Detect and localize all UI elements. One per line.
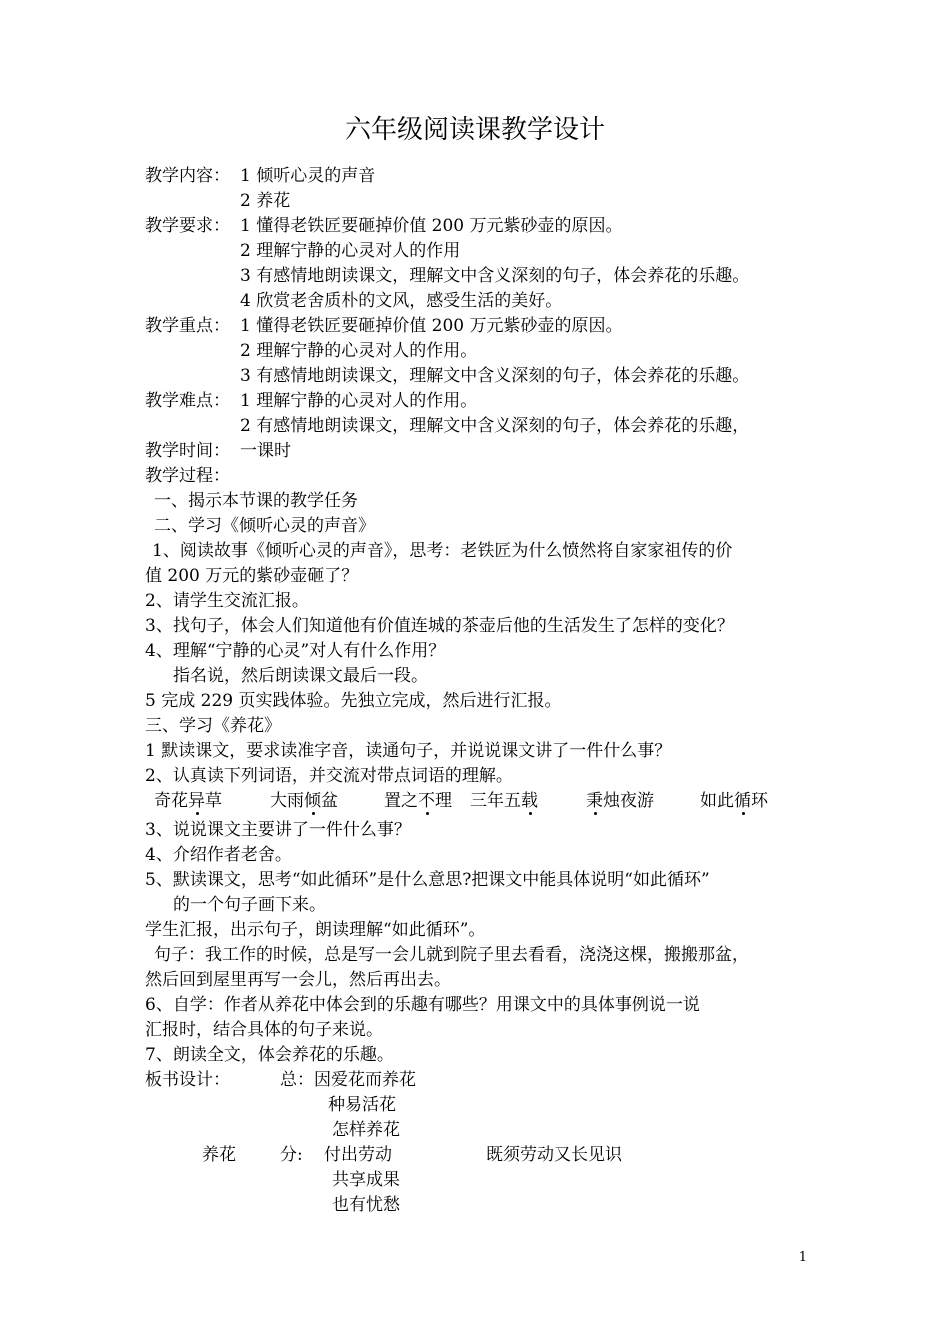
task-2: 2、认真读下列词语，并交流对带点词语的理解。 xyxy=(145,766,513,786)
vocab-word: 奇花异草 xyxy=(154,791,222,811)
key-point-label: 教学重点： xyxy=(145,316,230,336)
step-1-line-2: 值 200 万元的紫砂壶砸了？ xyxy=(145,566,359,586)
task-6-line-2: 汇报时，结合具体的句子来说。 xyxy=(145,1020,383,1040)
key-point-2: 2 理解宁静的心灵对人的作用。 xyxy=(240,341,478,361)
requirement-1: 1 懂得老铁匠要砸掉价值 200 万元紫砂壶的原因。 xyxy=(240,216,623,236)
board-side-note: 既须劳动又长见识 xyxy=(486,1145,622,1165)
task-5-line-1: 5、默读课文，思考“如此循环”是什么意思?把课文中能具体说明“如此循环” xyxy=(145,870,710,890)
step-3: 3、找句子，体会人们知道他有价值连城的茶壶后他的生活发生了怎样的变化？ xyxy=(145,616,734,636)
board-item: 共享成果 xyxy=(332,1170,400,1190)
step-5: 5 完成 229 页实践体验。先独立完成，然后进行汇报。 xyxy=(145,691,562,711)
task-5-sentence-line-2: 然后回到屋里再写一会儿，然后再出去。 xyxy=(145,970,451,990)
page-number: 1 xyxy=(798,1250,807,1265)
content-item-1: 1 倾听心灵的声音 xyxy=(240,166,376,186)
page-title: 六年级阅读课教学设计 xyxy=(344,115,605,145)
content-label: 教学内容： xyxy=(145,166,230,186)
step-4: 4、理解“宁静的心灵”对人有什么作用？ xyxy=(145,641,446,661)
task-7: 7、朗读全文，体会养花的乐趣。 xyxy=(145,1045,394,1065)
board-item: 付出劳动 xyxy=(324,1145,392,1165)
difficulty-2: 2 有感情地朗读课文，理解文中含义深刻的句子，体会养花的乐趣， xyxy=(240,416,750,436)
difficulty-label: 教学难点： xyxy=(145,391,230,411)
task-5-line-2: 的一个句子画下来。 xyxy=(173,895,326,915)
time-value: 一课时 xyxy=(240,441,291,461)
board-item: 种易活花 xyxy=(328,1095,396,1115)
task-4: 4、介绍作者老舍。 xyxy=(145,845,292,865)
requirement-2: 2 理解宁静的心灵对人的作用 xyxy=(240,241,461,261)
requirement-label: 教学要求： xyxy=(145,216,230,236)
requirement-3: 3 有感情地朗读课文，理解文中含义深刻的句子，体会养花的乐趣。 xyxy=(240,266,750,286)
task-3: 3、说说课文主要讲了一件什么事？ xyxy=(145,820,411,840)
board-item: 也有忧愁 xyxy=(332,1195,400,1215)
key-point-1: 1 懂得老铁匠要砸掉价值 200 万元紫砂壶的原因。 xyxy=(240,316,623,336)
content-item-2: 2 养花 xyxy=(240,191,291,211)
board-topic: 养花 xyxy=(202,1145,236,1165)
step-4-note: 指名说，然后朗读课文最后一段。 xyxy=(173,666,428,686)
task-1: 1 默读课文，要求读准字音，读通句子，并说说课文讲了一件什么事？ xyxy=(145,741,672,761)
vocab-word: 三年五载 xyxy=(470,791,538,811)
section-heading-3: 三、学习《养花》 xyxy=(145,716,281,736)
board-total: 总：因爱花而养花 xyxy=(280,1070,416,1090)
vocab-word: 如此循环 xyxy=(700,791,768,811)
section-heading-2: 二、学习《倾听心灵的声音》 xyxy=(154,516,375,536)
section-heading-1: 一、揭示本节课的教学任务 xyxy=(154,491,358,511)
vocab-word: 置之不理 xyxy=(384,791,452,811)
vocab-word: 秉烛夜游 xyxy=(586,791,654,811)
difficulty-1: 1 理解宁静的心灵对人的作用。 xyxy=(240,391,478,411)
step-2: 2、请学生交流汇报。 xyxy=(145,591,309,611)
process-label: 教学过程： xyxy=(145,466,230,486)
task-5-sentence-line-1: 句子：我工作的时候，总是写一会儿就到院子里去看看，浇浇这棵，搬搬那盆， xyxy=(154,945,749,965)
time-label: 教学时间： xyxy=(145,441,230,461)
board-item: 怎样养花 xyxy=(332,1120,400,1140)
key-point-3: 3 有感情地朗读课文，理解文中含义深刻的句子，体会养花的乐趣。 xyxy=(240,366,750,386)
task-6-line-1: 6、自学：作者从养花中体会到的乐趣有哪些？用课文中的具体事例说一说 xyxy=(145,995,700,1015)
board-sub-label: 分: xyxy=(280,1145,303,1165)
task-5-report: 学生汇报，出示句子，朗读理解“如此循环”。 xyxy=(145,920,486,940)
vocab-word: 大雨倾盆 xyxy=(270,791,338,811)
step-1-line-1: 1、阅读故事《倾听心灵的声音》，思考：老铁匠为什么愤然将自家家祖传的价 xyxy=(152,541,733,561)
board-design-label: 板书设计： xyxy=(145,1070,230,1090)
requirement-4: 4 欣赏老舍质朴的文风，感受生活的美好。 xyxy=(240,291,563,311)
